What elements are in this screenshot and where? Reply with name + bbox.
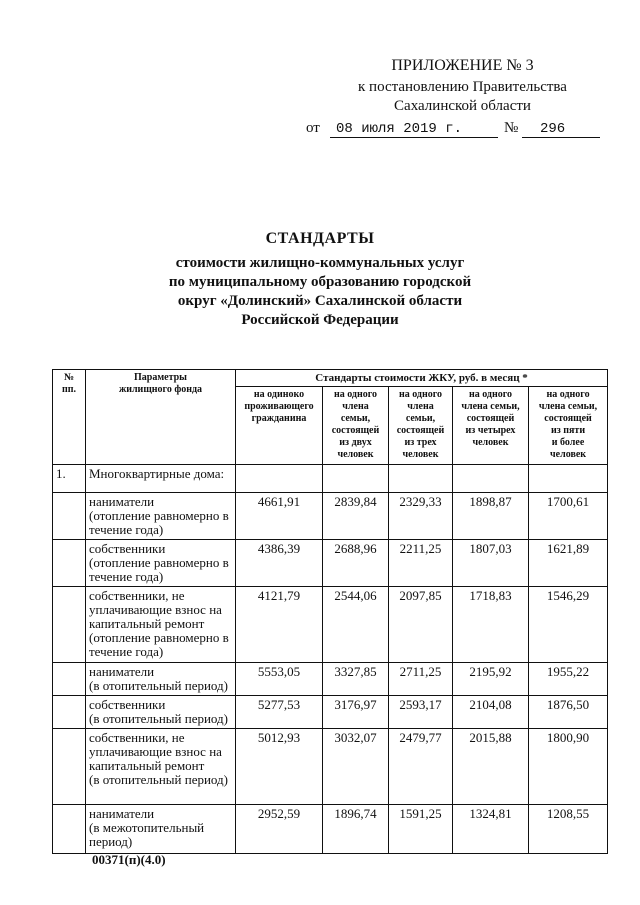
header-param: Параметры жилищного фонда (86, 370, 236, 465)
header-col-5: на одного члена семьи, состоящей из пяти и более человек (529, 387, 608, 465)
cell-value: 1876,50 (529, 696, 608, 729)
cell-value: 1621,89 (529, 540, 608, 587)
cell-value: 2479,77 (389, 729, 453, 805)
from-label: от (306, 120, 320, 136)
header-col-4: на одного члена семьи, состоящей из четырех человек (453, 387, 529, 465)
cell-value: 2195,92 (453, 663, 529, 696)
cell-value: 2104,08 (453, 696, 529, 729)
cell-value: 2839,84 (323, 493, 389, 540)
document-code: 00371(п)(4.0) (92, 852, 166, 867)
header-col-2: на одного члена семьи, состоящей из двух человек (323, 387, 389, 465)
table-row (53, 663, 608, 696)
subtitle-line: по муниципальному образованию городской (168, 274, 472, 290)
cell-value: 1700,61 (529, 493, 608, 540)
header-standards: Стандарты стоимости ЖКУ, руб. в месяц * (236, 370, 608, 387)
row-param: наниматели (отопление равномерно в течение года) (86, 493, 236, 540)
cell-value: 2952,59 (236, 805, 323, 854)
cell-value: 1324,81 (453, 805, 529, 854)
header-num: № пп. (53, 370, 86, 465)
order-date: 08 июля 2019 г. (336, 121, 463, 137)
cell-value: 1898,87 (453, 493, 529, 540)
standards-table (52, 369, 608, 854)
table-row-section (53, 465, 608, 493)
cell-value: 2211,25 (389, 540, 453, 587)
table-row (53, 805, 608, 854)
order-number: 296 (540, 121, 566, 137)
cell-value: 1807,03 (453, 540, 529, 587)
number-label: № (504, 120, 519, 136)
cell-value: 5277,53 (236, 696, 323, 729)
cell-value: 5553,05 (236, 663, 323, 696)
date-underline (330, 137, 498, 138)
row-param: собственники (в отопительный период) (86, 696, 236, 729)
cell-value: 2544,06 (323, 587, 389, 663)
cell-value: 5012,93 (236, 729, 323, 805)
cell-value: 1800,90 (529, 729, 608, 805)
cell-value: 1718,83 (453, 587, 529, 663)
section-label: Многоквартирные дома: (86, 465, 236, 493)
appendix-line-1: к постановлению Правительства (358, 79, 567, 95)
cell-value: 1208,55 (529, 805, 608, 854)
cell-value: 4121,79 (236, 587, 323, 663)
subtitle-line: округ «Долинский» Сахалинской области (177, 293, 463, 309)
table-row (53, 729, 608, 805)
row-param: наниматели (в отопительный период) (86, 663, 236, 696)
table-row (53, 540, 608, 587)
cell-value: 1955,22 (529, 663, 608, 696)
section-num: 1. (53, 465, 86, 493)
appendix-block (330, 56, 595, 116)
cell-value: 2015,88 (453, 729, 529, 805)
cell-value: 3176,97 (323, 696, 389, 729)
document-title: СТАНДАРТЫ (265, 230, 375, 247)
appendix-title: ПРИЛОЖЕНИЕ № 3 (391, 57, 534, 74)
cell-value: 2711,25 (389, 663, 453, 696)
header-col-3: на одного члена семьи, состоящей из трех человек (389, 387, 453, 465)
cell-value: 4386,39 (236, 540, 323, 587)
row-param: наниматели (в межотопительный период) (86, 805, 236, 854)
cell-value: 3327,85 (323, 663, 389, 696)
cell-value: 1896,74 (323, 805, 389, 854)
row-param: собственники, не уплачивающие взнос на капитальный ремонт (в отопительный период) (86, 729, 236, 805)
cell-value: 2688,96 (323, 540, 389, 587)
subtitle-line: стоимости жилищно-коммунальных услуг (175, 255, 465, 271)
cell-value: 1546,29 (529, 587, 608, 663)
cell-value: 2593,17 (389, 696, 453, 729)
cell-value: 2329,33 (389, 493, 453, 540)
cell-value: 3032,07 (323, 729, 389, 805)
appendix-line-2: Сахалинской области (394, 98, 531, 114)
cell-value: 4661,91 (236, 493, 323, 540)
row-param: собственники, не уплачивающие взнос на капитальный ремонт (отопление равномерно в течение года) (86, 587, 236, 663)
order-date-number (306, 120, 606, 140)
row-param: собственники (отопление равномерно в течение года) (86, 540, 236, 587)
subtitle-line: Российской Федерации (241, 312, 399, 328)
number-underline (522, 137, 600, 138)
cell-value: 1591,25 (389, 805, 453, 854)
table-row (53, 587, 608, 663)
cell-value: 2097,85 (389, 587, 453, 663)
document-subtitle (150, 254, 490, 330)
table-row (53, 696, 608, 729)
header-col-1: на одиноко проживающего гражданина (236, 387, 323, 465)
table-row (53, 493, 608, 540)
